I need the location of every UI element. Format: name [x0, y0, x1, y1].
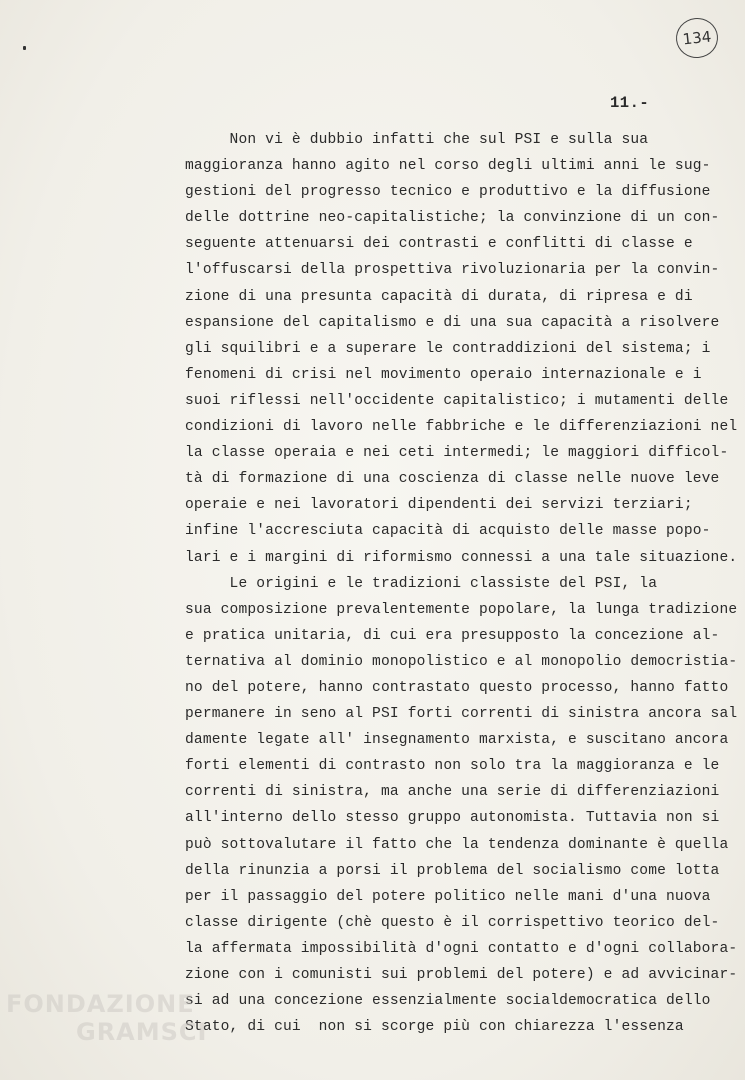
text-line: maggioranza hanno agito nel corso degli ultimi anni le sug- [185, 158, 711, 175]
margin-mark [23, 46, 26, 50]
text-line: può sottovalutare il fatto che la tendenza dominante è quella [185, 836, 729, 853]
watermark [6, 990, 207, 1046]
text-line: si ad una concezione essenzialmente socialdemocratica dello [185, 993, 711, 1010]
text-line: forti elementi di contrasto non solo tra la maggioranza e le [185, 758, 720, 775]
text-line: classe dirigente (chè questo è il corrispettivo teorico del- [185, 914, 720, 931]
text-line: no del potere, hanno contrastato questo processo, hanno fatto [185, 679, 729, 696]
text-line: lari e i margini di riformismo connessi a una tale situazione. [185, 549, 738, 566]
text-line: condizioni di lavoro nelle fabbriche e le differenziazioni nel [185, 419, 738, 436]
text-line: gestioni del progresso tecnico e produttivo e la diffusione [185, 184, 711, 201]
text-line: operaie e nei lavoratori dipendenti dei servizi terziari; [185, 497, 693, 514]
text-line: all'interno dello stesso gruppo autonomista. Tuttavia non si [185, 810, 720, 827]
text-line: della rinunzia a porsi il problema del socialismo come lotta [185, 862, 720, 879]
text-line: per il passaggio del potere politico nelle mani d'una nuova [185, 888, 711, 905]
text-line: delle dottrine neo-capitalistiche; la convinzione di un con- [185, 210, 720, 227]
text-line: e pratica unitaria, di cui era presupposto la concezione al- [185, 627, 720, 644]
page-number: 11.- [610, 94, 650, 112]
text-line: sua composizione prevalentemente popolare, la lunga tradizione [185, 601, 738, 618]
text-line: l'offuscarsi della prospettiva rivoluzionaria per la convin- [185, 262, 720, 279]
text-line: Le origini e le tradizioni classiste del PSI, la [185, 575, 658, 592]
watermark-line-2: GRAMSCI [76, 1018, 208, 1046]
text-line: Non vi è dubbio infatti che sul PSI e sulla sua [185, 132, 649, 148]
text-line: permanere in seno al PSI forti correnti di sinistra ancora sal [185, 706, 738, 723]
text-line: gli squilibri e a superare le contraddizioni del sistema; i [185, 340, 711, 357]
text-line: espansione del capitalismo e di una sua capacità a risolvere [185, 314, 720, 331]
text-line: suoi riflessi nell'occidente capitalistico; i mutamenti delle [185, 392, 729, 409]
text-line: ternativa al dominio monopolistico e al monopolio democristia- [185, 653, 738, 670]
typed-text-body [185, 127, 738, 1040]
text-line: Stato, di cui non si scorge più con chiarezza l'essenza [185, 1019, 684, 1036]
text-line: la affermata impossibilità d'ogni contatto e d'ogni collabora- [185, 940, 738, 957]
text-line: seguente attenuarsi dei contrasti e conflitti di classe e [185, 236, 693, 253]
text-line: la classe operaia e nei ceti intermedi; le maggiori difficol- [185, 445, 729, 462]
watermark-line-1: FONDAZIONE [6, 990, 195, 1018]
text-line: infine l'accresciuta capacità di acquisto delle masse popo- [185, 523, 711, 540]
text-line: fenomeni di crisi nel movimento operaio internazionale e i [185, 366, 702, 383]
archive-stamp: 134 [674, 16, 720, 60]
text-line: tà di formazione di una coscienza di classe nelle nuove leve [185, 471, 720, 488]
text-line: zione di una presunta capacità di durata, di ripresa e di [185, 288, 693, 305]
text-line: correnti di sinistra, ma anche una serie di differenziazioni [185, 784, 720, 801]
text-line: damente legate all' insegnamento marxista, e suscitano ancora [185, 732, 729, 749]
text-line: zione con i comunisti sui problemi del potere) e ad avvicinar- [185, 967, 738, 983]
